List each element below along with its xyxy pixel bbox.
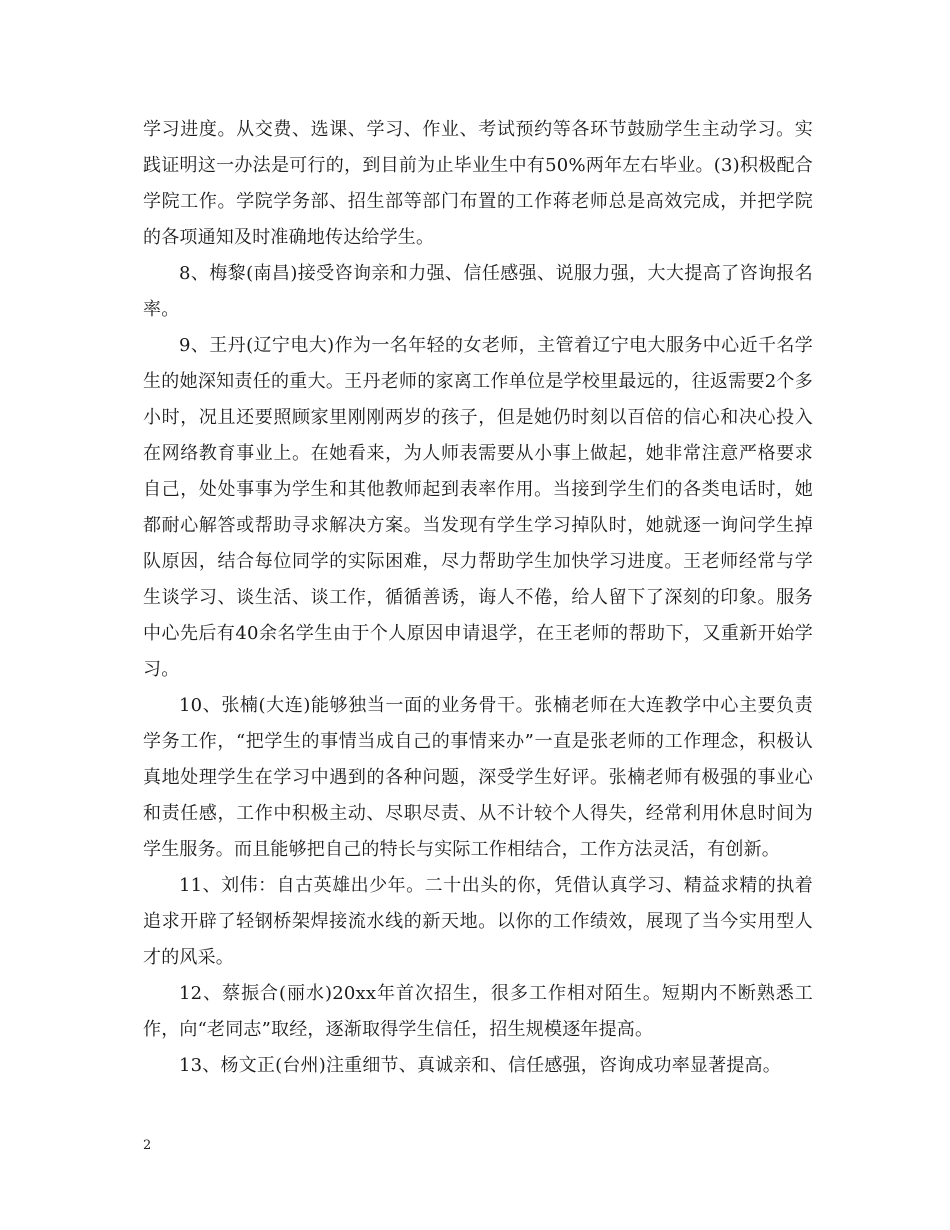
paragraph-continuation: 学习进度。从交费、选课、学习、作业、考试预约等各环节鼓励学生主动学习。实践证明这一办法是可行的，到目前为止毕业生中有50%两年左右毕业。(3)积极配合学院工作。学院学务部、招生部等部门布置的工作蒋老师总是高效完成，并把学院的各项通知及时准确地传达给学生。 xyxy=(143,119,813,248)
paragraph-item-8: 8、梅黎(南昌)接受咨询亲和力强、信任感强、说服力强，大大提高了咨询报名率。 xyxy=(143,263,813,320)
page-number: 2 xyxy=(143,1138,152,1153)
document-body xyxy=(143,112,813,1084)
paragraph-item-10: 10、张楠(大连)能够独当一面的业务骨干。张楠老师在大连教学中心主要负责学务工作，“把学生的事情当成自己的事情来办”一直是张老师的工作理念，积极认真地处理学生在学习中遇到的各种问题，深受学生好评。张楠老师有极强的事业心和责任感，工作中积极主动、尽职尽责、从不计较个人得失，经常利用休息时间为学生服务。而且能够把自己的特长与实际工作相结合，工作方法灵活，有创新。 xyxy=(143,695,813,860)
paragraph-item-11: 11、刘伟：自古英雄出少年。二十出头的你，凭借认真学习、精益求精的执着追求开辟了轻钢桥架焊接流水线的新天地。以你的工作绩效，展现了当今实用型人才的风采。 xyxy=(143,875,813,968)
paragraph-item-12: 12、蔡振合(丽水)20xx年首次招生，很多工作相对陌生。短期内不断熟悉工作，向“老同志”取经，逐渐取得学生信任，招生规模逐年提高。 xyxy=(143,983,813,1040)
paragraph-item-9: 9、王丹(辽宁电大)作为一名年轻的女老师，主管着辽宁电大服务中心近千名学生的她深知责任的重大。王丹老师的家离工作单位是学校里最远的，往返需要2个多小时，况且还要照顾家里刚刚两岁的孩子，但是她仍时刻以百倍的信心和决心投入在网络教育事业上。在她看来，为人师表需要从小事上做起，她非常注意严格要求自己，处处事事为学生和其他教师起到表率作用。当接到学生们的各类电话时，她都耐心解答或帮助寻求解决方案。当发现有学生学习掉队时，她就逐一询问学生掉队原因，结合每位同学的实际困难，尽力帮助学生加快学习进度。王老师经常与学生谈学习、谈生活、谈工作，循循善诱，诲人不倦，给人留下了深刻的印象。服务中心先后有40余名学生由于个人原因申请退学，在王老师的帮助下，又重新开始学习。 xyxy=(143,335,813,680)
paragraph-item-13: 13、杨文正(台州)注重细节、真诚亲和、信任感强，咨询成功率显著提高。 xyxy=(179,1055,781,1076)
